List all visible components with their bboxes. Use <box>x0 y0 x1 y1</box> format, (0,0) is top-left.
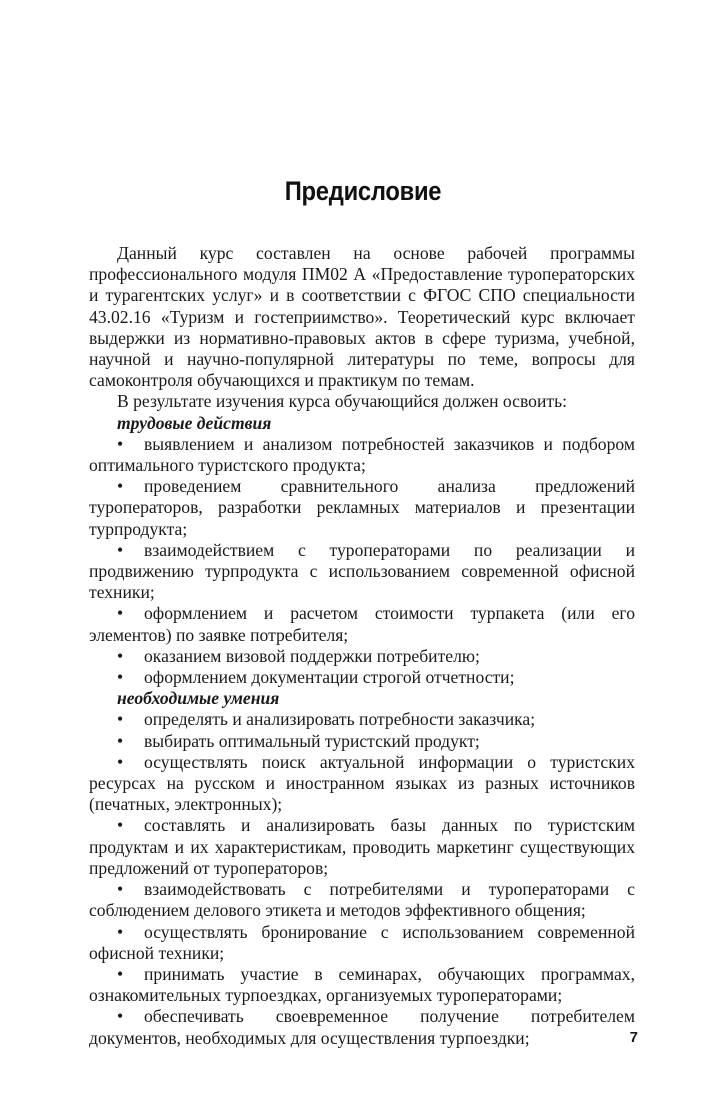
preface-body <box>89 243 635 1049</box>
bullet-icon: • <box>117 433 124 454</box>
list-item <box>89 815 635 879</box>
list-item-text: взаимодействовать с потребителями и туроператорами с соблюдением делового этикета и методов эффективного общения; <box>89 879 635 921</box>
list-item <box>89 434 635 476</box>
list-item-text: оказанием визовой поддержки потребителю; <box>144 645 480 666</box>
bullet-icon: • <box>117 963 124 984</box>
bullet-icon: • <box>117 730 124 751</box>
bullet-icon: • <box>117 815 124 836</box>
section-title-labor-actions: трудовые действия <box>117 412 272 433</box>
bullet-icon: • <box>117 476 124 497</box>
list-item <box>89 646 635 667</box>
list-item-text: оформлением и расчетом стоимости турпакета (или его элементов) по заявке потребителя; <box>89 603 635 645</box>
list-item-text: определять и анализировать потребности заказчика; <box>144 709 536 730</box>
list-item-text: принимать участие в семинарах, обучающих программах, ознакомительных турпоездках, организуемых туроператорами; <box>89 963 635 1006</box>
list-item <box>89 922 635 964</box>
list-item <box>89 731 635 752</box>
list-item <box>89 603 635 645</box>
bullet-icon: • <box>117 921 124 942</box>
list-item <box>89 752 635 816</box>
bullet-icon: • <box>117 539 124 560</box>
list-item <box>89 1006 635 1048</box>
bullet-icon: • <box>117 709 124 730</box>
lead-paragraph: В результате изучения курса обучающийся должен освоить: <box>117 391 567 412</box>
list-item-text: осуществлять бронирование с использованием современной офисной техники; <box>89 921 635 963</box>
list-item-text: оформлением документации строгой отчетности; <box>144 667 515 688</box>
list-item-text: выбирать оптимальный туристский продукт; <box>144 730 480 751</box>
bullet-icon: • <box>117 603 124 624</box>
list-item <box>89 879 635 921</box>
list-item-text: взаимодействием с туроператорами по реализации и продвижению турпродукта с использованием современной офисной техники; <box>89 539 635 603</box>
list-item <box>89 667 635 688</box>
section-title-required-skills: необходимые умения <box>117 688 280 709</box>
list-item <box>89 709 635 730</box>
list-item <box>89 964 635 1006</box>
required-skills-list <box>89 709 635 1048</box>
list-item-text: осуществлять поиск актуальной информации о туристских ресурсах на русском и иностранном языках из разных источников (печатных, электронных); <box>89 751 635 815</box>
bullet-icon: • <box>117 879 124 900</box>
intro-paragraph: Данный курс составлен на основе рабочей программы профессионального модуля ПМ02 А «Предоставление туроператорских и турагентских услуг» и в соответствии с ФГОС СПО специальности 43.02.16 «Туризм и гостеприимство». Теоретический курс включает выдержки из нормативно-правовых актов в сфере туризма, учебной, научной и научно-популярной литературы по теме, вопросы для самоконтроля обучающихся и практикум по темам. <box>89 243 635 391</box>
bullet-icon: • <box>117 1006 124 1027</box>
list-item-text: обеспечивать своевременное получение потребителем документов, необходимых для осуществления турпоездки; <box>89 1006 635 1048</box>
list-item-text: выявлением и анализом потребностей заказчиков и подбором оптимального туристского продукта; <box>89 433 635 476</box>
bullet-icon: • <box>117 667 124 688</box>
page-number: 7 <box>629 1029 638 1046</box>
labor-actions-list <box>89 434 635 688</box>
list-item-text: проведением сравнительного анализа предложений туроператоров, разработки рекламных материалов и презентации турпродукта; <box>89 476 635 539</box>
page-title: Предисловие <box>284 176 442 206</box>
bullet-icon: • <box>117 751 124 772</box>
bullet-icon: • <box>117 645 124 666</box>
list-item <box>89 540 635 604</box>
list-item <box>89 476 635 540</box>
list-item-text: составлять и анализировать базы данных по туристским продуктам и их характеристикам, проводить маркетинг существующих предложений от туроператоров; <box>89 815 635 878</box>
